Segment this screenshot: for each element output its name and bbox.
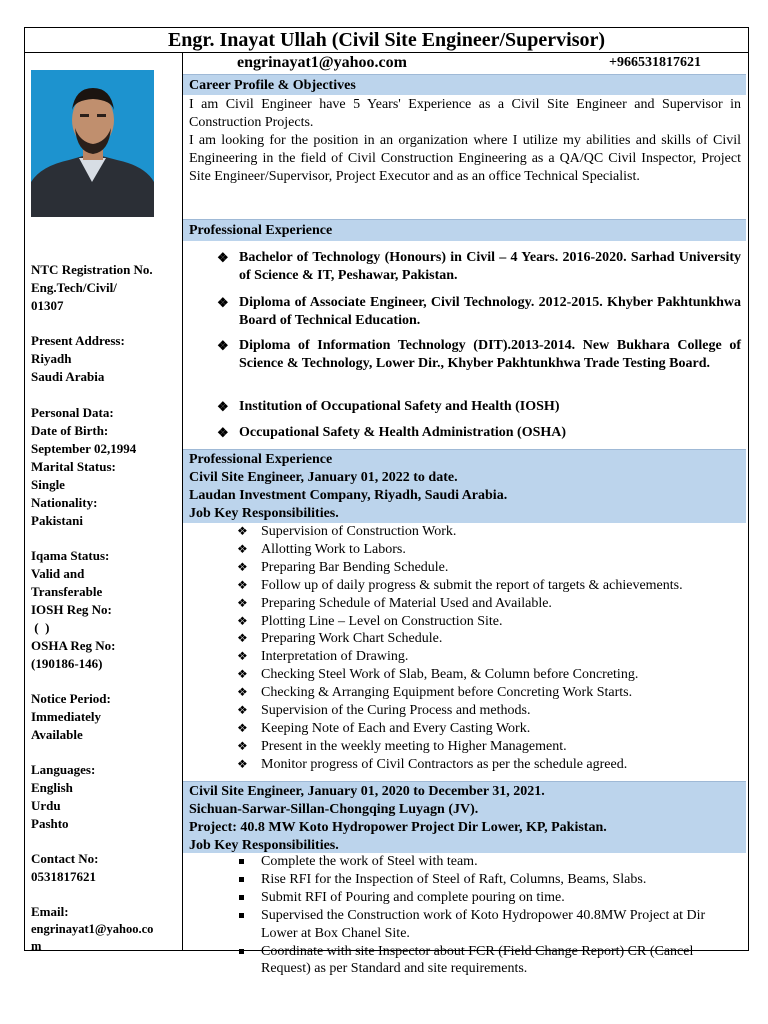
job2-company: Sichuan-Sarwar-Sillan-Chongqing Luyagn (JV). (189, 802, 479, 817)
diamond-bullet-icon: ❖ (217, 399, 229, 414)
personal-data (31, 404, 136, 530)
education-item: ❖ Diploma of Associate Engineer, Civil Technology. 2012-2015. Khyber Pakhtunkhwa Board of Technical Education. (217, 295, 741, 328)
dob-value: September 02,1994 (31, 441, 137, 456)
list-item (261, 907, 741, 943)
diamond-bullet-icon: ❖ (237, 613, 248, 628)
nationality-label: Nationality: (31, 495, 98, 510)
languages-label: Languages: (31, 762, 96, 777)
list-item (237, 613, 741, 631)
list-item (237, 684, 741, 702)
list-item-text: Checking & Arranging Equipment before Concreting Work Starts. (261, 685, 633, 701)
list-item-text: Plotting Line – Level on Construction Site. (261, 613, 503, 629)
list-item-text: Checking Steel Work of Slab, Beam, & Column before Concreting. (261, 667, 639, 683)
diamond-bullet-icon: ❖ (217, 295, 229, 310)
list-item-text: Present in the weekly meeting to Higher Management. (261, 738, 567, 754)
profile-photo (31, 70, 154, 217)
language-english: English (31, 780, 73, 795)
notice-period (31, 690, 111, 744)
list-item (237, 666, 741, 684)
address-city: Riyadh (31, 351, 72, 366)
list-item (261, 889, 741, 907)
contact-no-value: 0531817621 (31, 869, 96, 884)
diamond-bullet-icon: ❖ (237, 667, 248, 682)
list-item-text: Preparing Bar Bending Schedule. (261, 559, 449, 575)
contact-no-label: Contact No: (31, 851, 99, 866)
job1-duties (237, 523, 741, 774)
list-item (261, 943, 741, 979)
osha-value: (190186-146) (31, 656, 103, 671)
list-item (237, 720, 741, 738)
diamond-bullet-icon: ❖ (237, 559, 248, 574)
person-portrait-icon (31, 70, 154, 217)
job1-responsibilities-label: Job Key Responsibilities. (189, 506, 339, 521)
diamond-bullet-icon: ❖ (237, 703, 248, 718)
iosh-label: IOSH Reg No: (31, 602, 112, 617)
diamond-bullet-icon: ❖ (237, 720, 248, 735)
experience-heading: Professional Experience (189, 452, 333, 467)
square-bullet-icon (239, 895, 244, 900)
address-label: Present Address: (31, 333, 125, 348)
diamond-bullet-icon: ❖ (237, 541, 248, 556)
job2-duties (261, 853, 741, 978)
iqama-status (31, 547, 116, 673)
contact-number (31, 850, 99, 886)
personal-data-label: Personal Data: (31, 405, 114, 420)
diamond-bullet-icon: ❖ (217, 250, 229, 265)
list-item-text: Submit RFI of Pouring and complete pouring on time. (261, 889, 565, 905)
iosh-value: ( ) (31, 620, 50, 635)
phone-header: +966531817621 (609, 55, 701, 70)
list-item-text: Monitor progress of Civil Contractors as per the schedule agreed. (261, 756, 628, 772)
diamond-bullet-icon: ❖ (237, 756, 248, 771)
diamond-bullet-icon: ❖ (237, 649, 248, 664)
email-label: Email: (31, 904, 69, 919)
list-item (237, 702, 741, 720)
diamond-bullet-icon: ❖ (217, 425, 229, 440)
ntc-label: NTC Registration No. (31, 262, 153, 277)
job2-project: Project: 40.8 MW Koto Hydropower Project Dir Lower, KP, Pakistan. (189, 820, 607, 835)
list-item (237, 756, 741, 774)
job2-title: Civil Site Engineer, January 01, 2020 to December 31, 2021. (189, 784, 545, 799)
square-bullet-icon (239, 913, 244, 918)
job1-company: Laudan Investment Company, Riyadh, Saudi Arabia. (189, 488, 508, 503)
languages (31, 761, 95, 833)
iqama-label: Iqama Status: (31, 548, 110, 563)
right-column (183, 53, 748, 977)
list-item-text: Preparing Work Chart Schedule. (261, 631, 443, 647)
list-item (237, 559, 741, 577)
experience-block-1 (183, 449, 746, 523)
list-item (237, 630, 741, 648)
list-item (261, 871, 741, 889)
resume-frame (24, 27, 749, 977)
nationality-value: Pakistani (31, 513, 84, 528)
career-heading: Career Profile & Objectives (183, 74, 746, 95)
email-value-1: engrinayat1@yahoo.co (31, 922, 154, 936)
education-item: ❖ Diploma of Information Technology (DIT).2013-2014. New Bukhara College of Science & Technology, Lower Dir., Khyber Pakhtunkhwa Trade Testing Board. (217, 338, 741, 371)
career-paragraph-2: I am looking for the position in an organization where I utilize my abilities and skills of Civil Engineering in the field of Civil Construction Engineering as a QA/QC Civil Inspector, Project Site Engineer/Supervisor, Project Executor and as an office Technical Specialist. (189, 133, 741, 184)
email-header[interactable]: engrinayat1@yahoo.com (237, 54, 407, 71)
list-item (237, 738, 741, 756)
education-item: ❖ Institution of Occupational Safety and Health (IOSH) (217, 399, 560, 414)
list-item-text: Supervised the Construction work of Koto Hydropower 40.8MW Project at Dir Lower at Box Chanel Site. (261, 907, 706, 941)
list-item-text: Interpretation of Drawing. (261, 649, 409, 665)
list-item-text: Keeping Note of Each and Every Casting Work. (261, 720, 531, 736)
diamond-bullet-icon: ❖ (237, 524, 248, 538)
list-item-text: Complete the work of Steel with team. (261, 854, 478, 869)
email-block (31, 903, 153, 955)
diamond-bullet-icon: ❖ (237, 577, 248, 592)
list-item (261, 853, 741, 871)
resume-title: Engr. Inayat Ullah (Civil Site Engineer/Supervisor) (25, 28, 748, 53)
list-item (237, 523, 741, 541)
diamond-bullet-icon: ❖ (237, 738, 248, 753)
list-item-text: Supervision of the Curing Process and methods. (261, 703, 531, 719)
list-item-text: Follow up of daily progress & submit the report of targets & achievements. (261, 577, 683, 593)
diamond-bullet-icon: ❖ (237, 685, 248, 700)
diamond-bullet-icon: ❖ (217, 338, 229, 353)
present-address (31, 332, 125, 386)
email-value-2: m (31, 939, 42, 953)
square-bullet-icon (239, 877, 244, 882)
diamond-bullet-icon: ❖ (237, 631, 248, 646)
job1-title: Civil Site Engineer, January 01, 2022 to date. (189, 470, 458, 485)
notice-value-1: Immediately (31, 709, 102, 724)
address-country: Saudi Arabia (31, 369, 105, 384)
language-pashto: Pashto (31, 816, 69, 831)
education-item: ❖ Occupational Safety & Health Administration (OSHA) (217, 425, 567, 440)
square-bullet-icon (239, 859, 244, 864)
square-bullet-icon (239, 949, 244, 954)
list-item-text: Rise RFI for the Inspection of Steel of Raft, Columns, Beams, Slabs. (261, 871, 647, 887)
left-column (25, 53, 182, 953)
ntc-value-1: Eng.Tech/Civil/ (31, 280, 117, 295)
list-item (237, 577, 741, 595)
language-urdu: Urdu (31, 798, 61, 813)
list-item-text: Supervision of Construction Work. (261, 524, 457, 539)
list-item (237, 648, 741, 666)
marital-value: Single (31, 477, 65, 492)
ntc-value-2: 01307 (31, 298, 64, 313)
diamond-bullet-icon: ❖ (237, 595, 248, 610)
education-item: ❖ Bachelor of Technology (Honours) in Civil – 4 Years. 2016-2020. Sarhad University of Science & IT, Peshawar, Pakistan. (217, 250, 741, 283)
iqama-value-2: Transferable (31, 584, 103, 599)
osha-label: OSHA Reg No: (31, 638, 116, 653)
notice-label: Notice Period: (31, 691, 111, 706)
list-item (237, 541, 741, 559)
career-paragraph-1: I am Civil Engineer have 5 Years' Experience as a Civil Site Engineer and Supervisor in Construction Projects. (189, 97, 741, 130)
list-item-text: Allotting Work to Labors. (261, 541, 406, 557)
marital-label: Marital Status: (31, 459, 116, 474)
list-item-text: Coordinate with site Inspector about FCR (Field Change Report) CR (Cancel Request) as per Standard and site requirements. (261, 943, 694, 977)
experience-block-2 (183, 781, 746, 853)
notice-value-2: Available (31, 727, 83, 742)
iqama-value-1: Valid and (31, 566, 85, 581)
dob-label: Date of Birth: (31, 423, 109, 438)
education-heading: Professional Experience (183, 219, 746, 241)
ntc-registration (31, 261, 153, 315)
job2-responsibilities-label: Job Key Responsibilities. (189, 838, 339, 853)
list-item-text: Preparing Schedule of Material Used and Available. (261, 595, 552, 611)
list-item (237, 595, 741, 613)
